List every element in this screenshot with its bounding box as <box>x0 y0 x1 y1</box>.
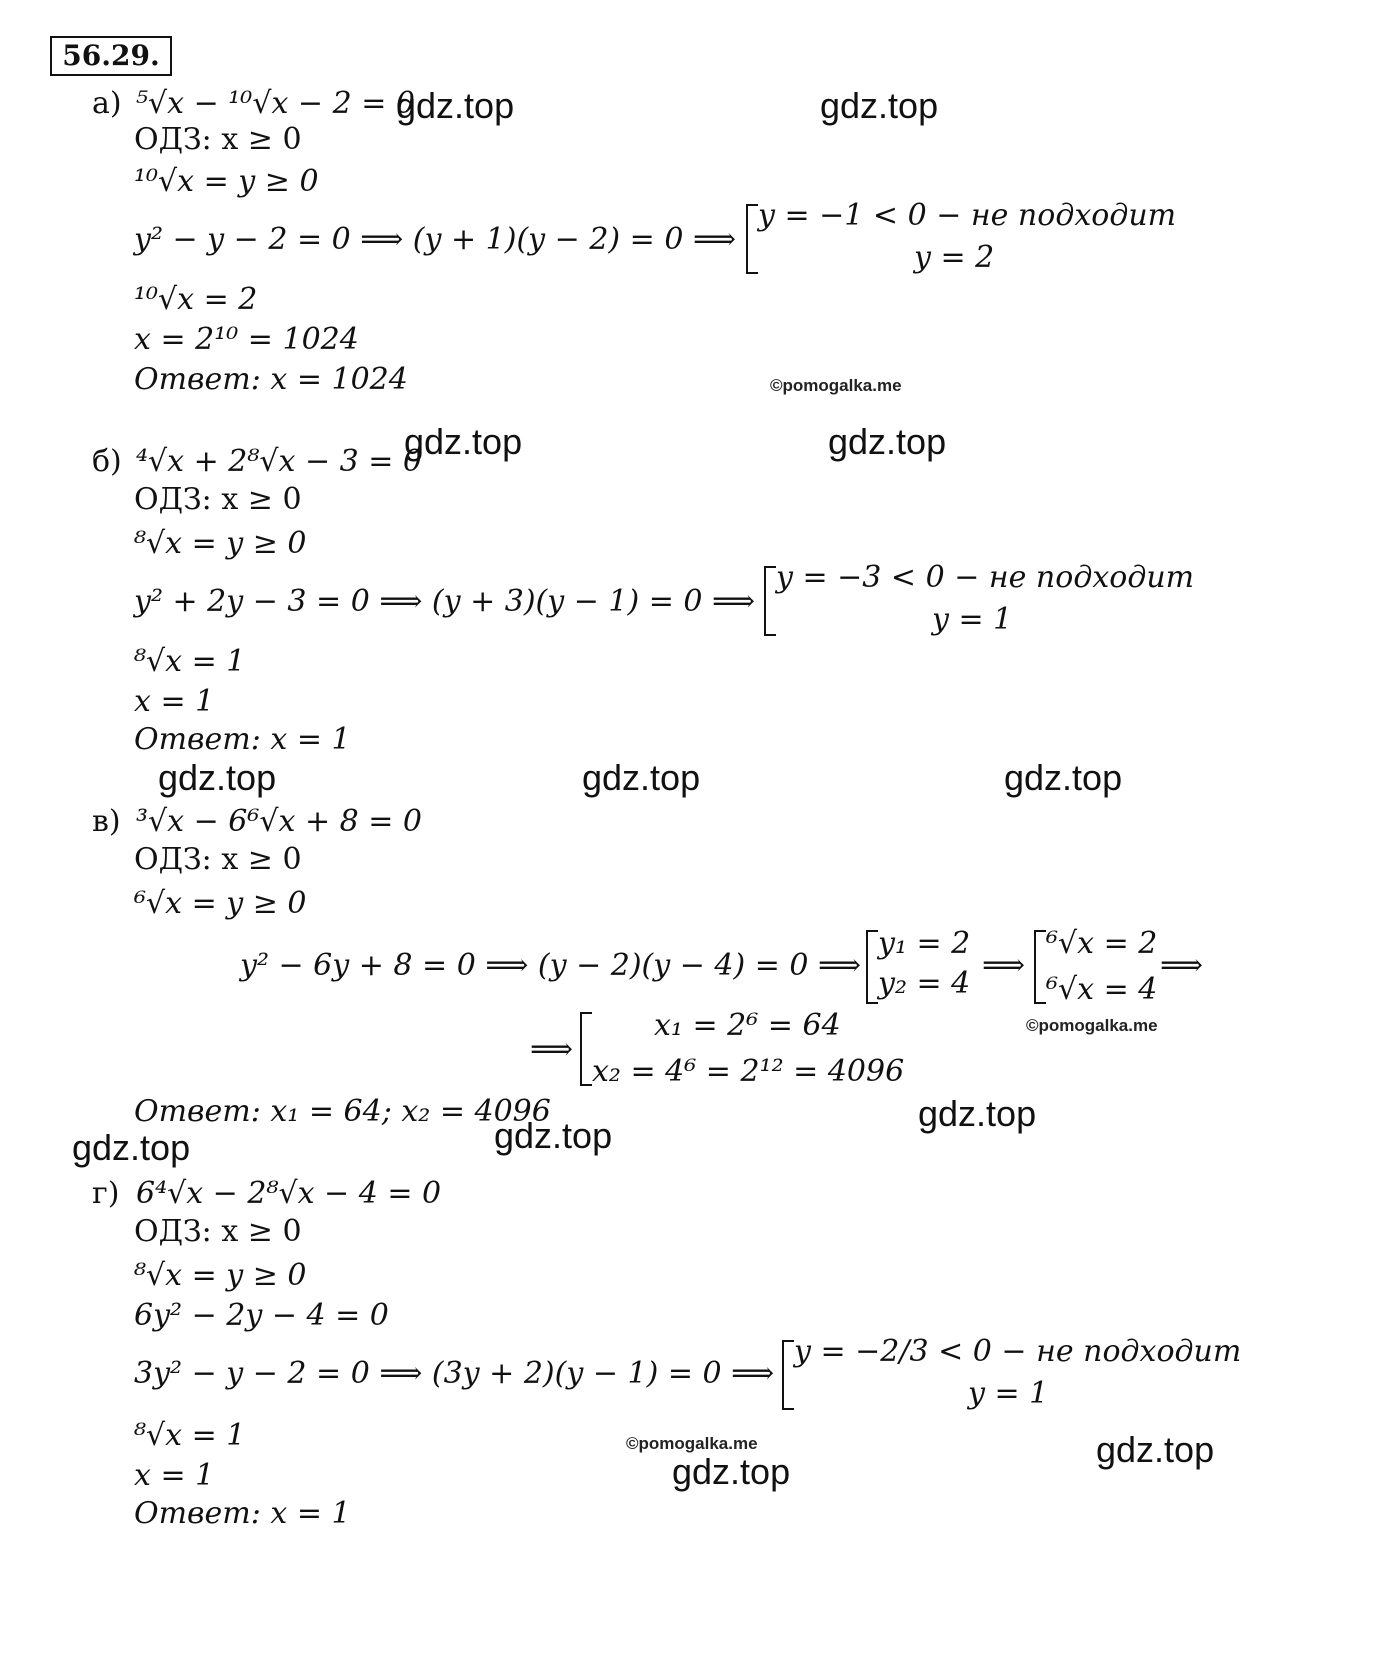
part-v-r1: ⁶√x = 2 <box>1046 926 1158 961</box>
part-b-answer-word: Ответ <box>134 722 251 757</box>
watermark: gdz.top <box>582 757 701 798</box>
part-b-equation: ⁴√x + 2⁸√x − 3 = 0 <box>136 444 423 479</box>
part-v-y2: y₂ = 4 <box>878 966 971 1001</box>
part-b-bracket <box>764 566 776 636</box>
part-v-answer: : x₁ = 64; x₂ = 4096 <box>250 1094 551 1129</box>
part-g-bracket <box>782 1340 794 1410</box>
part-a-back: ¹⁰√x = 2 <box>134 282 258 317</box>
part-a-substitution: ¹⁰√x = y ≥ 0 <box>134 164 319 199</box>
copyright: ©pomogalka.me <box>1026 1016 1158 1035</box>
part-a-case1: y = −1 < 0 − не подходит <box>758 198 1177 233</box>
part-v-quadratic: y² − 6y + 8 = 0 ⟹ (y − 2)(y − 4) = 0 ⟹ <box>240 948 862 983</box>
part-v-x1: x₁ = 2⁶ = 64 <box>654 1008 841 1043</box>
part-g-case2: y = 1 <box>968 1376 1049 1411</box>
copyright: ©pomogalka.me <box>770 376 902 395</box>
part-v-r2: ⁶√x = 4 <box>1046 972 1158 1007</box>
part-v-arrow: ⟹ <box>982 948 1026 983</box>
part-a-answer: : x = 1024 <box>250 362 408 397</box>
part-b-substitution: ⁸√x = y ≥ 0 <box>134 526 307 561</box>
part-b-case1: y = −3 < 0 − не подходит <box>776 560 1195 595</box>
part-v-substitution: ⁶√x = y ≥ 0 <box>134 886 307 921</box>
part-b-label: б) <box>92 444 122 479</box>
watermark: gdz.top <box>494 1115 613 1156</box>
part-b-back: ⁸√x = 1 <box>134 644 246 679</box>
part-g-solution: x = 1 <box>134 1458 215 1493</box>
part-g-quadratic1: 6y² − 2y − 4 = 0 <box>134 1298 389 1333</box>
part-v-bracket-y <box>866 930 878 1004</box>
part-g-substitution: ⁸√x = y ≥ 0 <box>134 1258 307 1293</box>
watermark: gdz.top <box>1004 757 1123 798</box>
part-v-odz: ОДЗ: x ≥ 0 <box>134 842 302 877</box>
watermark: gdz.top <box>820 85 939 126</box>
part-v-bracket-root <box>1034 930 1046 1004</box>
copyright: ©pomogalka.me <box>626 1434 758 1453</box>
watermark: gdz.top <box>1096 1429 1215 1470</box>
watermark: gdz.top <box>404 421 523 462</box>
part-a-quadratic: y² − y − 2 = 0 ⟹ (y + 1)(y − 2) = 0 ⟹ <box>134 222 736 257</box>
watermark: gdz.top <box>72 1127 191 1168</box>
part-v-y1: y₁ = 2 <box>878 926 971 961</box>
part-g-answer: : x = 1 <box>250 1496 351 1531</box>
watermark: gdz.top <box>672 1451 791 1492</box>
part-g-answer-word: Ответ <box>134 1496 251 1531</box>
part-b-quadratic: y² + 2y − 3 = 0 ⟹ (y + 3)(y − 1) = 0 ⟹ <box>134 584 756 619</box>
part-g-case1: y = −2/3 < 0 − не подходит <box>794 1334 1242 1369</box>
part-a-solution: x = 2¹⁰ = 1024 <box>134 322 359 357</box>
part-b-answer: : x = 1 <box>250 722 351 757</box>
watermark: gdz.top <box>396 85 515 126</box>
problem-number: 56.29. <box>50 36 172 76</box>
part-g-label: г) <box>92 1176 120 1211</box>
part-v-label: в) <box>92 804 121 839</box>
part-b-odz: ОДЗ: x ≥ 0 <box>134 482 302 517</box>
part-v-x2: x₂ = 4⁶ = 2¹² = 4096 <box>592 1054 905 1089</box>
part-g-back: ⁸√x = 1 <box>134 1418 246 1453</box>
part-a-odz: ОДЗ: x ≥ 0 <box>134 122 302 157</box>
part-a-answer-word: Ответ <box>134 362 251 397</box>
watermark: gdz.top <box>828 421 947 462</box>
part-b-solution: x = 1 <box>134 684 215 719</box>
part-v-equation: ³√x − 6⁶√x + 8 = 0 <box>136 804 423 839</box>
part-g-odz: ОДЗ: x ≥ 0 <box>134 1214 302 1249</box>
part-g-quadratic2: 3y² − y − 2 = 0 ⟹ (3y + 2)(y − 1) = 0 ⟹ <box>134 1356 775 1391</box>
watermark: gdz.top <box>158 757 277 798</box>
part-a-label: а) <box>92 86 122 121</box>
part-v-answer-word: Ответ <box>134 1094 251 1129</box>
part-b-case2: y = 1 <box>932 602 1013 637</box>
part-a-case2: y = 2 <box>914 240 995 275</box>
part-g-equation: 6⁴√x − 2⁸√x − 4 = 0 <box>136 1176 442 1211</box>
watermark: gdz.top <box>918 1093 1037 1134</box>
part-a-bracket <box>746 204 758 274</box>
part-a-equation: ⁵√x − ¹⁰√x − 2 = 0 <box>136 86 415 121</box>
part-v-arrow3: ⟹ <box>530 1032 574 1067</box>
part-v-bracket-x <box>580 1012 592 1086</box>
part-v-arrow2: ⟹ <box>1160 948 1204 983</box>
